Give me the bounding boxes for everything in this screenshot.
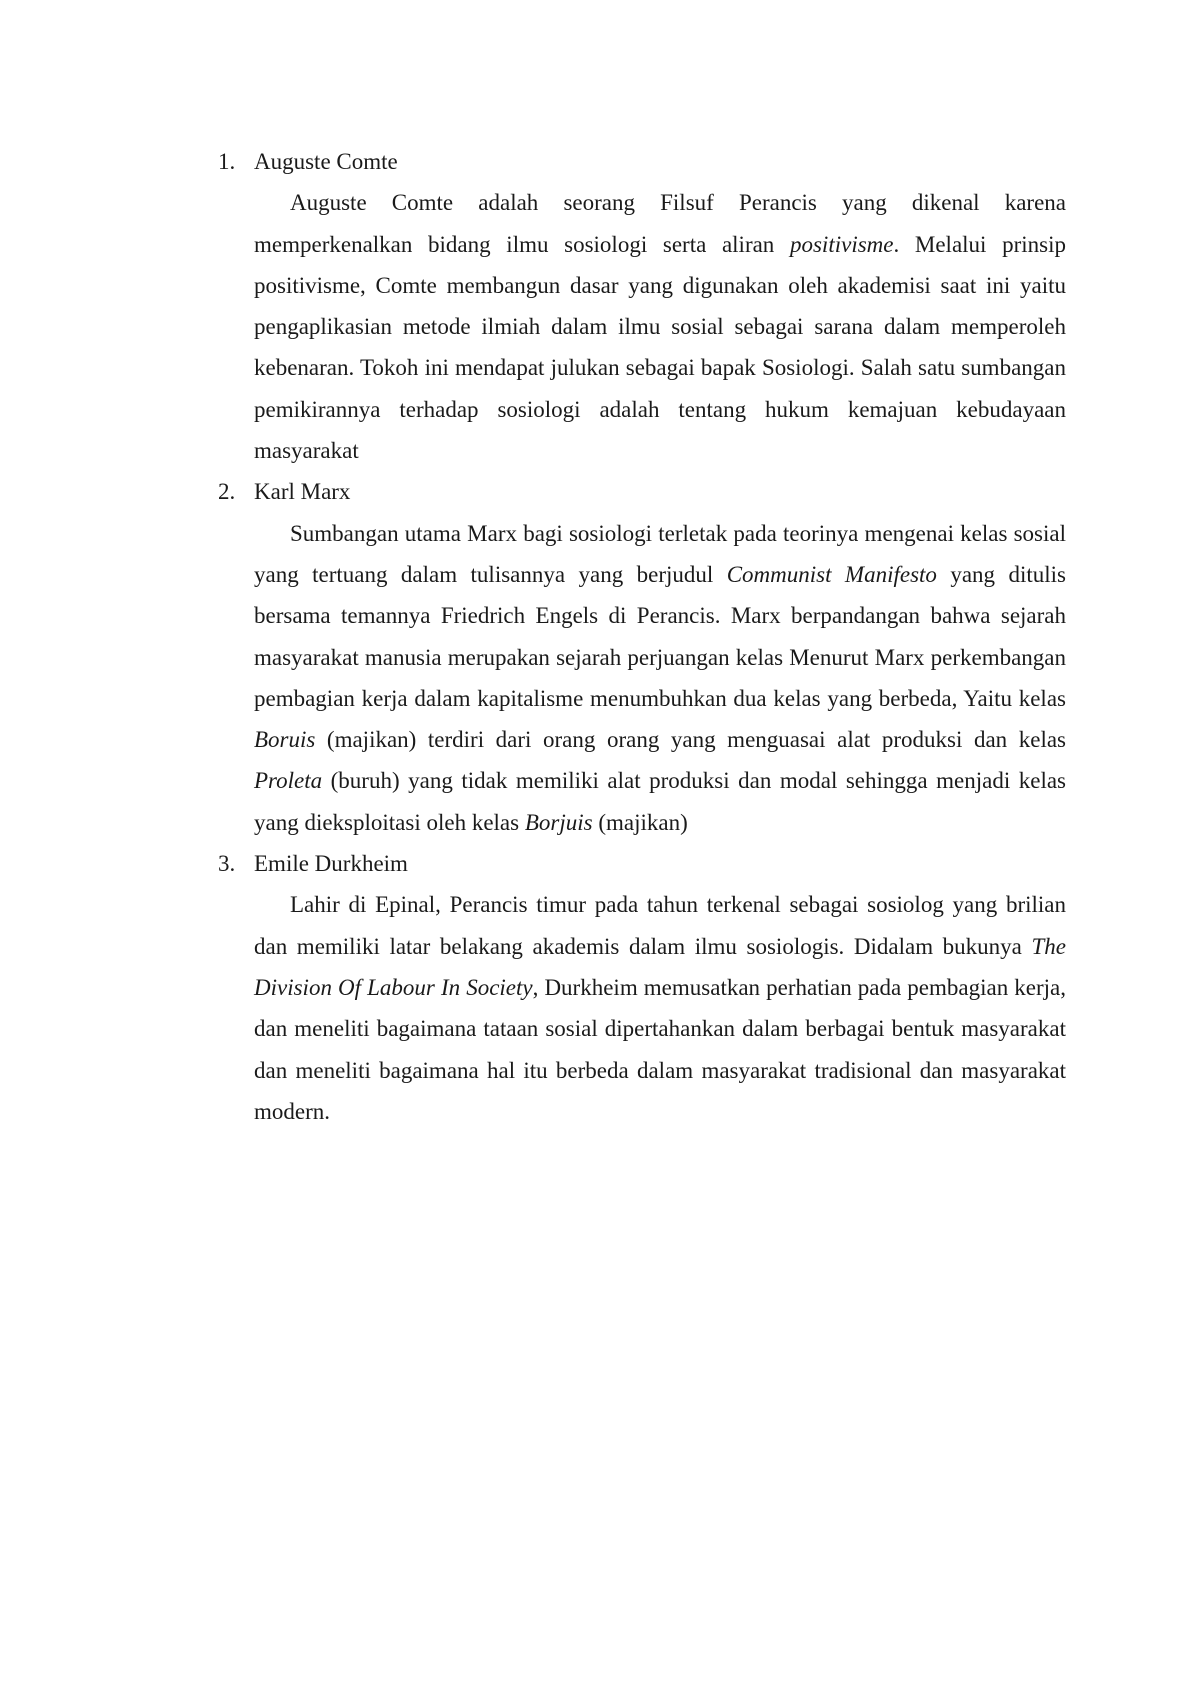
list-item-title: Auguste Comte <box>254 149 398 174</box>
list-item-number: 2. <box>218 479 236 505</box>
list-item-title: Karl Marx <box>254 479 351 505</box>
list-item-paragraph <box>254 182 1066 471</box>
paragraph-italic-text: positivisme <box>789 231 894 257</box>
list-item-heading <box>218 141 1066 182</box>
paragraph-text: (buruh) yang tidak memiliki alat produksi dan modal sehingga menjadi kelas yang dieksploitasi oleh kelas <box>254 768 1066 835</box>
numbered-list <box>218 141 1066 1132</box>
paragraph-italic-text: Proleta <box>254 768 323 794</box>
paragraph-italic-text: The Division Of Labour In Society <box>254 933 1066 1000</box>
paragraph-text: Sumbangan utama Marx bagi sosiologi terletak pada teorinya mengenai kelas sosial yang tertuang dalam tulisannya yang berjudul <box>254 520 1066 587</box>
paragraph-italic-text: Borjuis <box>524 809 593 835</box>
paragraph-text: Auguste Comte adalah seorang Filsuf Perancis yang dikenal karena memperkenalkan bidang ilmu sosiologi serta aliran <box>254 190 1066 257</box>
paragraph-text: yang ditulis bersama temannya Friedrich Engels di Perancis. Marx berpandangan bahwa sejarah masyarakat manusia merupakan sejarah perjuangan kelas Menurut Marx perkembangan pembagian kerja dalam kapitalisme menumbuhkan dua kelas yang berbeda, Yaitu kelas <box>254 561 1066 711</box>
paragraph-text: , Durkheim memusatkan perhatian pada pembagian kerja, dan meneliti bagaimana tataan sosial dipertahankan dalam berbagai bentuk masyarakat dan meneliti bagaimana hal itu berbeda dalam masyarakat tradisional dan masyarakat modern. <box>254 974 1067 1124</box>
list-item-paragraph <box>254 884 1066 1132</box>
paragraph-italic-text: Boruis <box>254 727 316 753</box>
list-item-emile-durkheim <box>218 843 1066 1132</box>
list-item-auguste-comte <box>218 141 1066 471</box>
list-item-karl-marx <box>218 471 1066 843</box>
list-item-heading <box>218 471 1066 512</box>
paragraph-text: (majikan) <box>592 809 688 835</box>
paragraph-text: . Melalui prinsip positivisme, Comte membangun dasar yang digunakan oleh akademisi saat ini yaitu pengaplikasian metode ilmiah dalam ilmu sosial sebagai sarana dalam memperoleh kebenaran. Tokoh ini mendapat julukan sebagai bapak Sosiologi. Salah satu sumbangan pemikirannya terhadap sosiologi adalah tentang hukum kemajuan kebudayaan masyarakat <box>254 231 1066 464</box>
list-item-title: Emile Durkheim <box>254 851 408 877</box>
list-item-paragraph <box>254 513 1066 843</box>
list-item-heading <box>218 843 1066 884</box>
list-item-number: 1. <box>218 149 236 174</box>
paragraph-text: Lahir di Epinal, Perancis timur pada tahun terkenal sebagai sosiolog yang brilian dan memiliki latar belakang akademis dalam ilmu sosiologis. Didalam bukunya <box>254 892 1066 959</box>
paragraph-text: (majikan) terdiri dari orang orang yang menguasai alat produksi dan kelas <box>315 727 1066 753</box>
list-item-number: 3. <box>218 851 236 877</box>
paragraph-italic-text: Communist Manifesto <box>726 561 937 587</box>
